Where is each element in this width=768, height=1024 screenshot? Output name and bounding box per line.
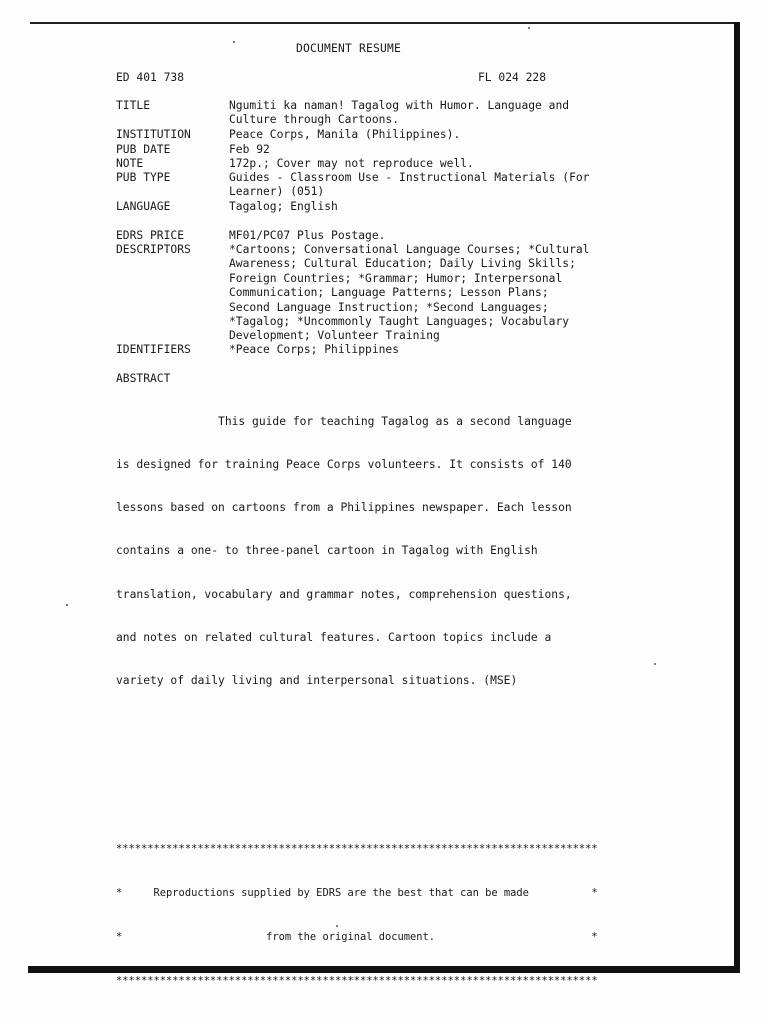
field-value — [229, 99, 619, 128]
notice-line: * from the original document. * — [116, 930, 598, 943]
field-value-line: *Peace Corps; Philippines — [229, 343, 400, 356]
asterisk-border-bottom: ***************************************************************************** — [116, 974, 598, 987]
scan-edge-top — [30, 22, 740, 24]
field-value — [229, 200, 619, 214]
field-value — [229, 143, 619, 157]
abstract-line: translation, vocabulary and grammar notes, comprehension questions, — [116, 587, 572, 601]
scan-edge-right — [734, 22, 740, 972]
reproduction-notice — [116, 813, 598, 1017]
field-value-line: Communication; Language Patterns; Lesson Plans; — [229, 286, 549, 300]
field-value-line: Culture through Cartoons. — [229, 113, 400, 127]
abstract-line: and notes on related cultural features. Cartoon topics include a — [116, 630, 552, 644]
scan-speck — [654, 663, 656, 665]
field-value-line: *Cartoons; Conversational Language Courses; *Cultural — [229, 243, 590, 256]
abstract-line: lessons based on cartoons from a Philippines newspaper. Each lesson — [116, 501, 572, 515]
field-value — [229, 157, 619, 171]
scan-speck — [528, 27, 530, 29]
field-value-line: Ngumiti ka naman! Tagalog with Humor. Language and — [229, 99, 570, 112]
abstract-label: ABSTRACT — [116, 372, 171, 385]
field-value-line: 172p.; Cover may not reproduce well. — [229, 157, 474, 170]
field-label: IDENTIFIERS — [116, 343, 191, 356]
field-label: NOTE — [116, 157, 144, 170]
field-value — [229, 343, 619, 357]
field-value-line: Learner) (051) — [229, 185, 325, 199]
field-label: PUB TYPE — [116, 171, 171, 184]
abstract-line: This guide for teaching Tagalog as a second language — [116, 414, 572, 428]
field-label: PUB DATE — [116, 143, 171, 156]
field-label: EDRS PRICE — [116, 229, 185, 242]
field-label: TITLE — [116, 99, 151, 112]
field-value — [229, 243, 619, 344]
field-value-line: Peace Corps, Manila (Philippines). — [229, 128, 461, 141]
abstract-line: contains a one- to three-panel cartoon in Tagalog with English — [116, 544, 538, 558]
field-value — [229, 171, 619, 200]
ed-number: ED 401 738 — [116, 71, 185, 84]
field-value-line: MF01/PC07 Plus Postage. — [229, 229, 386, 242]
field-value-line: Awareness; Cultural Education; Daily Living Skills; — [229, 257, 576, 271]
abstract-line: variety of daily living and interpersonal situations. (MSE) — [116, 674, 518, 688]
abstract-text — [116, 386, 572, 717]
field-label: LANGUAGE — [116, 200, 171, 213]
field-value-line: Second Language Instruction; *Second Languages; — [229, 300, 549, 314]
field-label: INSTITUTION — [116, 128, 191, 141]
field-value-line: Foreign Countries; *Grammar; Humor; Interpersonal — [229, 271, 563, 285]
field-label: DESCRIPTORS — [116, 243, 191, 256]
field-value-line: Tagalog; English — [229, 200, 338, 213]
scan-speck — [66, 604, 68, 606]
field-value — [229, 229, 619, 243]
field-value-line: *Tagalog; *Uncommonly Taught Languages; Vocabulary — [229, 315, 570, 329]
scan-speck — [233, 41, 235, 43]
field-value-line: Feb 92 — [229, 143, 270, 156]
notice-line: * Reproductions supplied by EDRS are the best that can be made * — [116, 886, 598, 899]
abstract-line: is designed for training Peace Corps volunteers. It consists of 140 — [116, 458, 572, 472]
fl-number: FL 024 228 — [478, 71, 547, 84]
asterisk-border-top: ***************************************************************************** — [116, 843, 598, 856]
field-value-line: Guides - Classroom Use - Instructional Materials (For — [229, 171, 590, 184]
field-value-line: Development; Volunteer Training — [229, 329, 440, 343]
document-title: DOCUMENT RESUME — [296, 42, 402, 55]
field-value — [229, 128, 619, 142]
